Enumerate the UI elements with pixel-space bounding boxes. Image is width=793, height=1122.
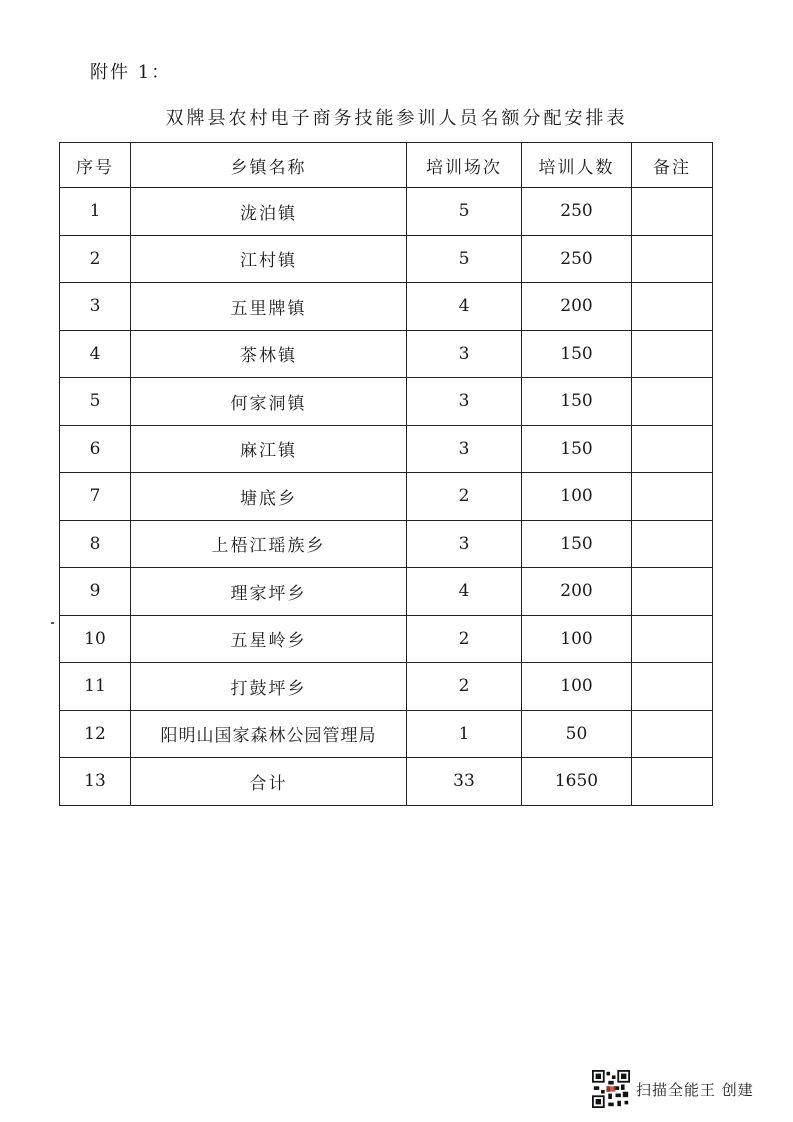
- cell-town-name: 上梧江瑶族乡: [131, 520, 407, 568]
- cell-sessions: 3: [407, 378, 522, 426]
- cell-no: 8: [60, 520, 131, 568]
- table-row: [60, 615, 713, 663]
- table-row: [60, 710, 713, 758]
- table-row: [60, 235, 713, 283]
- cell-people: 200: [522, 568, 632, 616]
- table-row: [60, 283, 713, 331]
- header-sessions: 培训场次: [407, 143, 522, 188]
- table-row: [60, 378, 713, 426]
- cell-no: 4: [60, 330, 131, 378]
- cell-town-name: 阳明山国家森林公园管理局: [131, 710, 407, 758]
- cell-town-name: 塘底乡: [131, 473, 407, 521]
- cell-town-name: 何家洞镇: [131, 378, 407, 426]
- cell-sessions: 2: [407, 615, 522, 663]
- cell-sessions: 2: [407, 663, 522, 711]
- cell-town-name: 茶林镇: [131, 330, 407, 378]
- cell-people: 200: [522, 283, 632, 331]
- cell-people: 50: [522, 710, 632, 758]
- cell-no: 6: [60, 425, 131, 473]
- cell-sessions: 4: [407, 568, 522, 616]
- cell-no: 10: [60, 615, 131, 663]
- cell-town-name: 理家坪乡: [131, 568, 407, 616]
- cell-sessions: 2: [407, 473, 522, 521]
- table-row: [60, 473, 713, 521]
- cell-sessions: 4: [407, 283, 522, 331]
- table-row-total: [60, 758, 713, 806]
- cell-town-name: 打鼓坪乡: [131, 663, 407, 711]
- cell-note: [632, 378, 713, 426]
- cell-people: 1650: [522, 758, 632, 806]
- cell-note: [632, 710, 713, 758]
- cell-people: 150: [522, 425, 632, 473]
- cell-town-name: 五星岭乡: [131, 615, 407, 663]
- table-row: [60, 188, 713, 236]
- cell-note: [632, 188, 713, 236]
- cell-no: 2: [60, 235, 131, 283]
- cell-no: 11: [60, 663, 131, 711]
- cell-note: [632, 235, 713, 283]
- cell-no: 13: [60, 758, 131, 806]
- cell-note: [632, 520, 713, 568]
- cell-no: 12: [60, 710, 131, 758]
- scanner-badge: [592, 1070, 754, 1108]
- allocation-table: [59, 142, 713, 806]
- scan-speck: [51, 622, 54, 624]
- table-row: [60, 663, 713, 711]
- cell-people: 250: [522, 235, 632, 283]
- cell-people: 100: [522, 473, 632, 521]
- table-row: [60, 425, 713, 473]
- cell-sessions: 33: [407, 758, 522, 806]
- scanner-badge-text: 扫描全能王 创建: [636, 1080, 754, 1099]
- cell-town-name: 泷泊镇: [131, 188, 407, 236]
- cell-no: 5: [60, 378, 131, 426]
- cell-note: [632, 758, 713, 806]
- cell-town-name: 合计: [131, 758, 407, 806]
- table-row: [60, 330, 713, 378]
- header-note: 备注: [632, 143, 713, 188]
- table-header-row: [60, 143, 713, 188]
- cell-sessions: 5: [407, 188, 522, 236]
- cell-note: [632, 425, 713, 473]
- cell-town-name: 江村镇: [131, 235, 407, 283]
- table-row: [60, 568, 713, 616]
- attachment-label: 附件 1：: [90, 62, 172, 83]
- qr-code-icon: [592, 1070, 630, 1108]
- cell-note: [632, 330, 713, 378]
- cell-no: 9: [60, 568, 131, 616]
- cell-note: [632, 568, 713, 616]
- cell-no: 3: [60, 283, 131, 331]
- table-row: [60, 520, 713, 568]
- cell-sessions: 3: [407, 330, 522, 378]
- header-no: 序号: [60, 143, 131, 188]
- cell-people: 150: [522, 330, 632, 378]
- cell-note: [632, 663, 713, 711]
- cell-sessions: 3: [407, 425, 522, 473]
- cell-people: 250: [522, 188, 632, 236]
- cell-no: 1: [60, 188, 131, 236]
- cell-sessions: 5: [407, 235, 522, 283]
- cell-sessions: 3: [407, 520, 522, 568]
- cell-no: 7: [60, 473, 131, 521]
- header-people: 培训人数: [522, 143, 632, 188]
- cell-note: [632, 473, 713, 521]
- header-town-name: 乡镇名称: [131, 143, 407, 188]
- cell-people: 100: [522, 615, 632, 663]
- cell-sessions: 1: [407, 710, 522, 758]
- cell-people: 150: [522, 378, 632, 426]
- cell-town-name: 麻江镇: [131, 425, 407, 473]
- cell-note: [632, 615, 713, 663]
- cell-town-name: 五里牌镇: [131, 283, 407, 331]
- cell-people: 100: [522, 663, 632, 711]
- document-title: 双牌县农村电子商务技能参训人员名额分配安排表: [165, 108, 628, 129]
- cell-people: 150: [522, 520, 632, 568]
- cell-note: [632, 283, 713, 331]
